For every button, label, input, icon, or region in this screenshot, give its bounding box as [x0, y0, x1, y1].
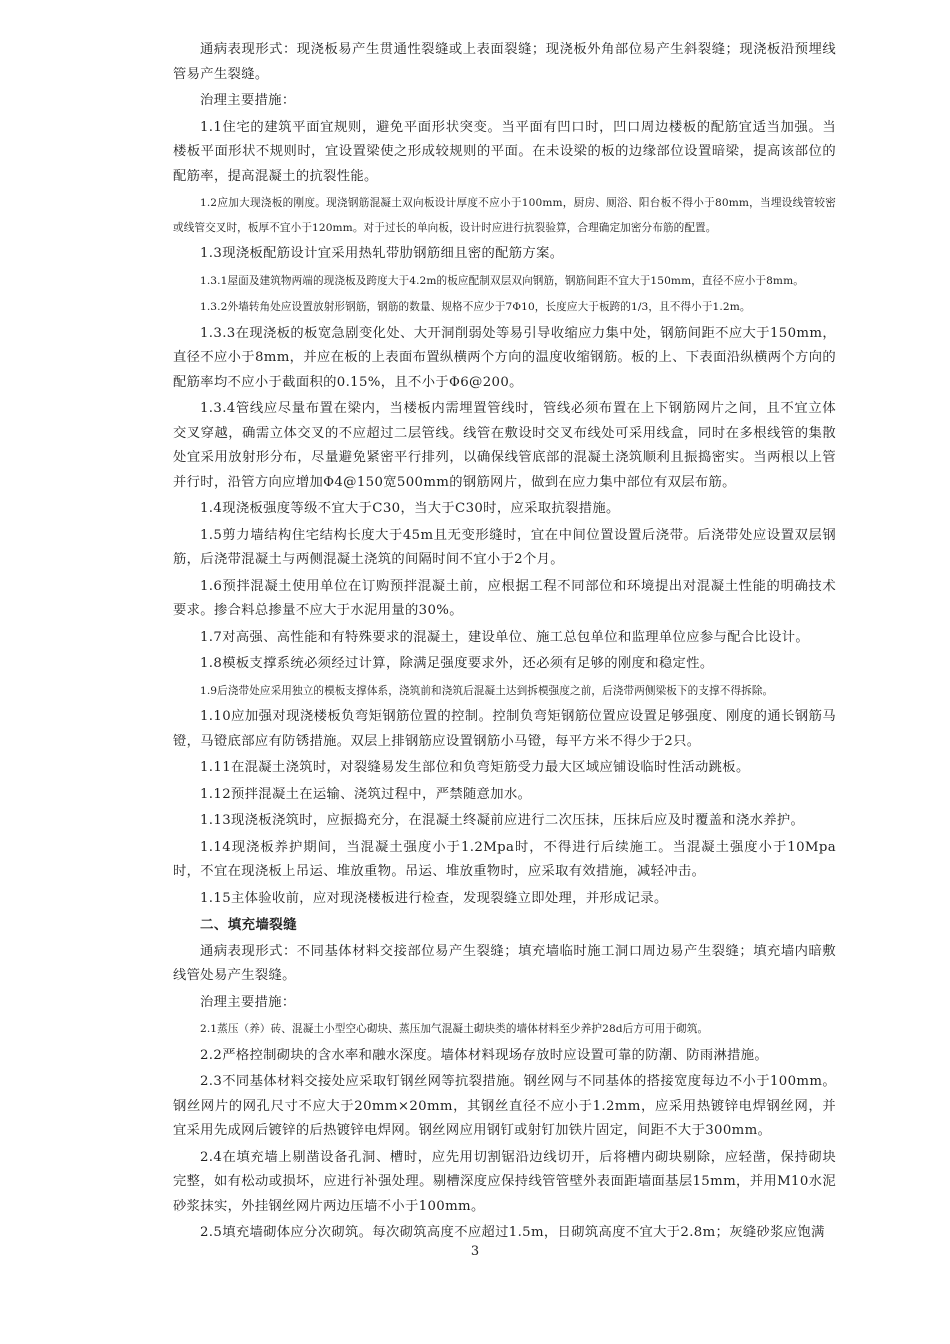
paragraph: 2.4在填充墙上剔凿设备孔洞、槽时，应先用切割锯沿边线切开，后将槽内砌块剔除，应轻凿，保持砌块完整，如有松动或损坏，应进行补强处理。剔槽深度应保持线管管壁外表面距墙面基层15mm，并用M10水泥砂浆抹实，外挂钢丝网片两边压墙不小于100mm。 — [173, 1149, 836, 1214]
paragraph: 1.12预拌混凝土在运输、浇筑过程中，严禁随意加水。 — [200, 786, 532, 802]
paragraph: 1.5剪力墙结构住宅结构长度大于45m且无变形缝时，宜在中间位置设置后浇带。后浇带处应设置双层钢筋，后浇带混凝土与两侧混凝土浇筑的间隔时间不宜小于2个月。 — [173, 527, 836, 567]
paragraph: 1.14现浇板养护期间，当混凝土强度小于1.2Mpa时，不得进行后续施工。当混凝土强度小于10Mpa时，不宜在现浇板上吊运、堆放重物。吊运、堆放重物时，应采取有效措施，减轻冲击。 — [173, 839, 836, 879]
paragraph: 1.4现浇板强度等级不宜大于C30，当大于C30时，应采取抗裂措施。 — [200, 501, 620, 516]
paragraph: 1.3.3在现浇板的板宽急剧变化处、大开洞削弱处等易引导收缩应力集中处，钢筋间距不应大于150mm，直径不应小于8mm，并应在板的上表面布置纵横两个方向的温度收缩钢筋。板的上、下表面沿纵横两个方向的配筋率均不应小于截面积的0.15%，且不小于Φ6@200。 — [173, 325, 836, 390]
paragraph: 1.9后浇带处应采用独立的模板支撑体系，浇筑前和浇筑后混凝土达到拆模强度之前，后浇带两侧梁板下的支撑不得拆除。 — [200, 684, 774, 697]
paragraph: 1.8模板支撑系统必须经过计算，除满足强度要求外，还必须有足够的刚度和稳定性。 — [200, 656, 714, 671]
paragraph: 治理主要措施： — [200, 93, 296, 108]
paragraph: 1.3.4管线应尽量布置在梁内，当楼板内需埋置管线时，管线必须布置在上下钢筋网片之间，且不宜立体交叉穿越，确需立体交叉的不应超过二层管线。线管在敷设时交叉布线处可采用线盒，同时在多根线管的集散处宜采用放射形分布，尽量避免紧密平行排列，以确保线管底部的混凝土浇筑顺利且振捣密实。当两根以上管并行时，沿管方向应增加Φ4@150宽500mm的钢筋网片，做到在应力集中部位有双层布筋。 — [173, 401, 836, 490]
paragraph: 治理主要措施： — [200, 994, 296, 1010]
paragraph: 通病表现形式：现浇板易产生贯通性裂缝或上表面裂缝；现浇板外角部位易产生斜裂缝；现浇板沿预埋线管易产生裂缝。 — [173, 42, 836, 82]
paragraph: 1.3现浇板配筋设计宜采用热轧带肋钢筋细且密的配筋方案。 — [200, 246, 564, 261]
paragraph: 1.2应加大现浇板的刚度。现浇钢筋混凝土双向板设计厚度不应小于100mm，厨房、厕浴、阳台板不得小于80mm，当埋设线管较密或线管交叉时，板厚不宜小于120mm。对于过长的单向板，设计时应进行抗裂验算，合理确定加密分布筋的配置。 — [173, 197, 836, 234]
paragraph: 2.2严格控制砌块的含水率和融水深度。墙体材料现场存放时应设置可靠的防潮、防雨淋措施。 — [200, 1047, 769, 1063]
section-heading: 二、填充墙裂缝 — [200, 917, 297, 933]
paragraph: 1.15主体验收前，应对现浇楼板进行检查，发现裂缝立即处理，并形成记录。 — [200, 890, 668, 906]
paragraph: 1.11在混凝土浇筑时，对裂缝易发生部位和负弯矩筋受力最大区域应铺设临时性活动跳板。 — [200, 760, 750, 775]
paragraph: 1.10应加强对现浇楼板负弯矩钢筋位置的控制。控制负弯矩钢筋位置应设置足够强度、刚度的通长钢筋马镫，马镫底部应有防锈措施。双层上排钢筋应设置钢筋小马镫，每平方米不得少于2只。 — [173, 709, 836, 749]
paragraph: 1.6预拌混凝土使用单位在订购预拌混凝土前，应根据工程不同部位和环境提出对混凝土性能的明确技术要求。掺合料总掺量不应大于水泥用量的30%。 — [173, 578, 836, 618]
paragraph: 1.7对高强、高性能和有特殊要求的混凝土，建设单位、施工总包单位和监理单位应参与配合比设计。 — [200, 629, 810, 645]
paragraph: 2.5填充墙砌体应分次砌筑。每次砌筑高度不应超过1.5m，日砌筑高度不宜大于2.8m；灰缝砂浆应饱满 — [200, 1225, 825, 1240]
paragraph: 2.3不同基体材料交接处应采取钉钢丝网等抗裂措施。钢丝网与不同基体的搭接宽度每边不小于100mm。钢丝网片的网孔尺寸不应大于20mm×20mm，其钢丝直径不应小于1.2mm，应采用热镀锌电焊钢丝网，并宜采用先成网后镀锌的后热镀锌电焊网。钢丝网应用钢钉或射钉加铁片固定，间距不大于300mm。 — [173, 1074, 836, 1138]
body-text — [173, 38, 836, 1248]
page-number: 3 — [470, 1244, 480, 1259]
paragraph: 1.3.2外墙转角处应设置放射形钢筋，钢筋的数量、规格不应少于7Φ10，长度应大于板跨的1/3，且不得小于1.2m。 — [200, 301, 751, 313]
paragraph: 1.3.1屋面及建筑物两端的现浇板及跨度大于4.2m的板应配制双层双向钢筋，钢筋间距不宜大于150mm，直径不应小于8mm。 — [200, 274, 804, 287]
paragraph: 通病表现形式：不同基体材料交接部位易产生裂缝；填充墙临时施工洞口周边易产生裂缝；填充墙内暗敷线管处易产生裂缝。 — [173, 943, 836, 983]
paragraph: 1.13现浇板浇筑时，应振捣充分，在混凝土终凝前应进行二次压抹，压抹后应及时覆盖和浇水养护。 — [200, 813, 805, 828]
paragraph: 1.1住宅的建筑平面宜规则，避免平面形状突变。当平面有凹口时，凹口周边楼板的配筋宜适当加强。当楼板平面形状不规则时，宜设置梁使之形成较规则的平面。在未设梁的板的边缘部位设置暗梁，提高该部位的配筋率，提高混凝土的抗裂性能。 — [173, 119, 836, 184]
paragraph: 2.1蒸压（养）砖、混凝土小型空心砌块、蒸压加气混凝土砌块类的墙体材料至少养护28d后方可用于砌筑。 — [200, 1023, 709, 1035]
